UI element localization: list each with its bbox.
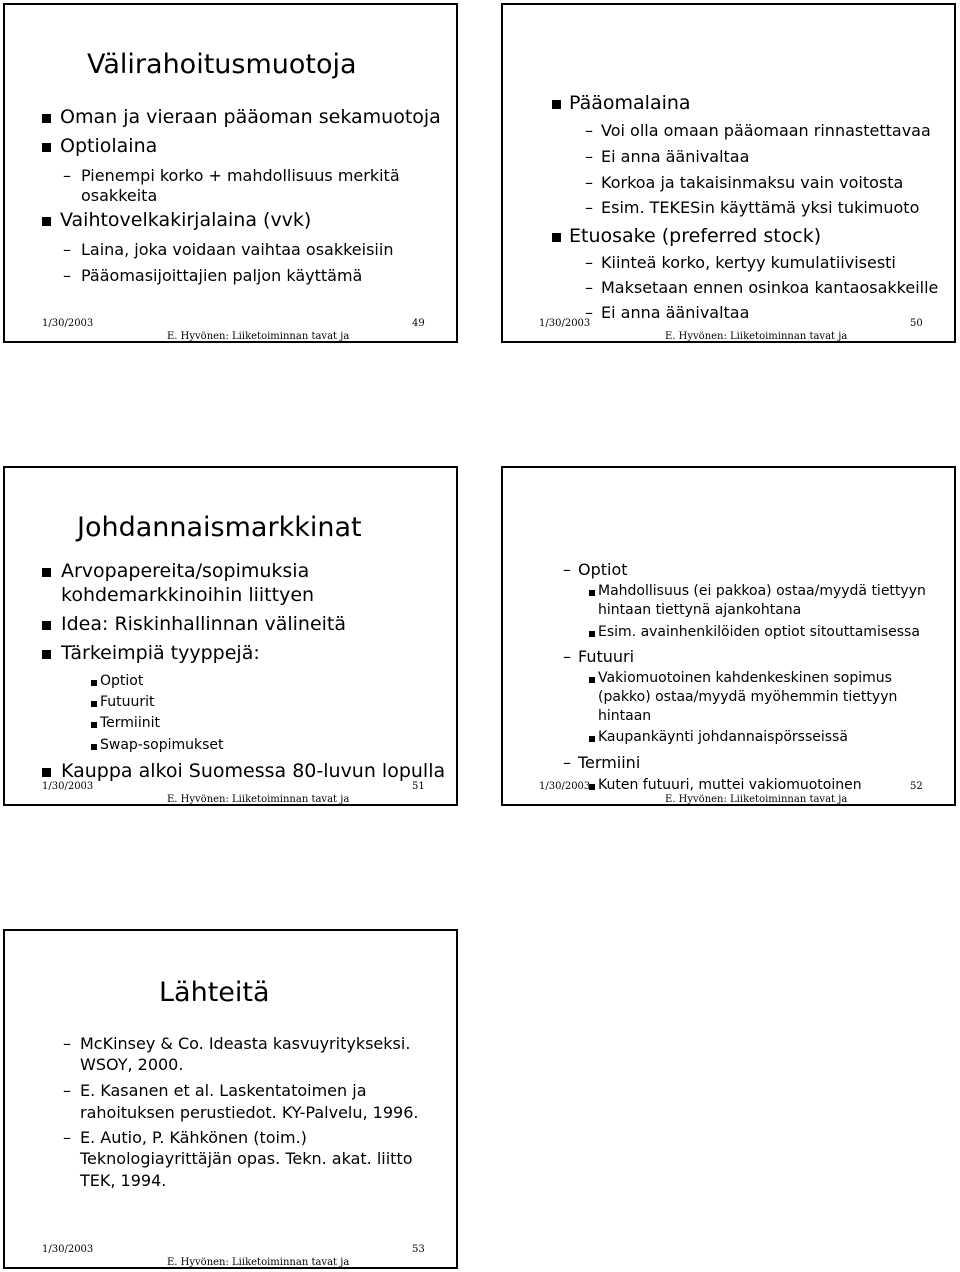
slide-53 bbox=[3, 929, 458, 1269]
slide-title: Välirahoitusmuotoja bbox=[87, 49, 357, 80]
bullet-icon bbox=[42, 143, 51, 152]
slide-line: Mahdollisuus (ei pakkoa) ostaa/myydä tiettyyn bbox=[598, 583, 926, 599]
slide-line: Ei anna äänivaltaa bbox=[601, 147, 750, 166]
bullet-icon bbox=[91, 744, 97, 750]
slide-line: Arvopapereita/sopimuksia bbox=[61, 560, 310, 582]
slide-line: Esim. TEKESin käyttämä yksi tukimuoto bbox=[601, 198, 920, 217]
slide-author: E. Hyvönen: Liiketoiminnan tavat ja bbox=[167, 331, 350, 342]
bullet-icon bbox=[42, 568, 51, 577]
slide-line: Termiini bbox=[578, 753, 641, 772]
bullet-icon bbox=[589, 590, 595, 596]
bullet-icon bbox=[42, 650, 51, 659]
slide-51 bbox=[3, 466, 458, 806]
dash-icon: – bbox=[585, 198, 593, 217]
bullet-icon bbox=[552, 100, 561, 109]
slide-line: E. Autio, P. Kähkönen (toim.) bbox=[80, 1128, 307, 1147]
bullet-icon bbox=[42, 114, 51, 123]
slide-line: Optiot bbox=[578, 560, 628, 579]
bullet-icon bbox=[91, 722, 97, 728]
slide-line: (pakko) ostaa/myydä myöhemmin tiettyyn bbox=[598, 689, 898, 705]
slide-line: hintaan tiettynä ajankohtana bbox=[598, 602, 802, 618]
slide-date: 1/30/2003 bbox=[42, 1244, 94, 1255]
slide-line: Optiolaina bbox=[60, 135, 158, 157]
slide-date: 1/30/2003 bbox=[42, 781, 94, 792]
slide-line: Kaupankäynti johdannaispörsseissä bbox=[598, 729, 848, 745]
slide-50 bbox=[501, 3, 956, 343]
slide-page-number: 50 bbox=[910, 318, 923, 329]
dash-icon: – bbox=[63, 1034, 71, 1053]
slide-line: Maksetaan ennen osinkoa kantaosakkeille bbox=[601, 278, 939, 297]
bullet-icon bbox=[91, 680, 97, 686]
bullet-icon bbox=[42, 217, 51, 226]
slide-line: Termiinit bbox=[100, 715, 160, 731]
dash-icon: – bbox=[563, 753, 571, 772]
slide-author: E. Hyvönen: Liiketoiminnan tavat ja bbox=[167, 1257, 350, 1268]
dash-icon: – bbox=[63, 1081, 71, 1100]
bullet-icon bbox=[589, 736, 595, 742]
slide-line: osakkeita bbox=[81, 186, 158, 205]
slide-line: Kuten futuuri, muttei vakiomuotoinen bbox=[598, 777, 862, 793]
dash-icon: – bbox=[585, 303, 593, 322]
slide-49 bbox=[3, 3, 458, 343]
slide-line: rahoituksen perustiedot. KY-Palvelu, 1996. bbox=[80, 1103, 419, 1122]
dash-icon: – bbox=[63, 240, 71, 259]
dash-icon: – bbox=[63, 1128, 71, 1147]
slide-line: Esim. avainhenkilöiden optiot sitouttamisessa bbox=[598, 624, 920, 640]
slide-line: Laina, joka voidaan vaihtaa osakkeisiin bbox=[81, 240, 394, 259]
slide-author: E. Hyvönen: Liiketoiminnan tavat ja bbox=[167, 794, 350, 805]
slide-line: McKinsey & Co. Ideasta kasvuyritykseksi. bbox=[80, 1034, 411, 1053]
slide-line: Ei anna äänivaltaa bbox=[601, 303, 750, 322]
slide-line: hintaan bbox=[598, 708, 652, 724]
slide-line: Etuosake (preferred stock) bbox=[569, 225, 822, 247]
slide-date: 1/30/2003 bbox=[539, 318, 591, 329]
slide-line: Kauppa alkoi Suomessa 80-luvun lopulla bbox=[61, 760, 446, 782]
dash-icon: – bbox=[63, 166, 71, 185]
bullet-icon bbox=[42, 768, 51, 777]
slide-line: Korkoa ja takaisinmaksu vain voitosta bbox=[601, 173, 904, 192]
dash-icon: – bbox=[585, 253, 593, 272]
dash-icon: – bbox=[585, 147, 593, 166]
slide-line: Optiot bbox=[100, 673, 144, 689]
slide-line: Kiinteä korko, kertyy kumulatiivisesti bbox=[601, 253, 896, 272]
slide-page-number: 53 bbox=[412, 1244, 425, 1255]
slide-line: E. Kasanen et al. Laskentatoimen ja bbox=[80, 1081, 367, 1100]
slide-page-number: 49 bbox=[412, 318, 425, 329]
slide-date: 1/30/2003 bbox=[42, 318, 94, 329]
slide-line: kohdemarkkinoihin liittyen bbox=[61, 584, 315, 606]
slide-date: 1/30/2003 bbox=[539, 781, 591, 792]
dash-icon: – bbox=[585, 278, 593, 297]
bullet-icon bbox=[589, 631, 595, 637]
dash-icon: – bbox=[585, 173, 593, 192]
slide-author: E. Hyvönen: Liiketoiminnan tavat ja bbox=[665, 794, 848, 805]
slide-page-number: 51 bbox=[412, 781, 425, 792]
slide-line: Futuuri bbox=[578, 647, 635, 666]
slide-title: Johdannaismarkkinat bbox=[77, 512, 362, 543]
slide-line: Pienempi korko + mahdollisuus merkitä bbox=[81, 166, 400, 185]
slide-line: Pääomasijoittajien paljon käyttämä bbox=[81, 266, 363, 285]
slide-page-number: 52 bbox=[910, 781, 923, 792]
slide-line: WSOY, 2000. bbox=[80, 1055, 184, 1074]
dash-icon: – bbox=[563, 560, 571, 579]
slide-line: Futuurit bbox=[100, 694, 155, 710]
slide-52 bbox=[501, 466, 956, 806]
dash-icon: – bbox=[585, 121, 593, 140]
bullet-icon bbox=[42, 621, 51, 630]
slide-line: Swap-sopimukset bbox=[100, 737, 224, 753]
slide-line: Vaihtovelkakirjalaina (vvk) bbox=[60, 209, 312, 231]
slide-line: Teknologiayrittäjän opas. Tekn. akat. liitto bbox=[80, 1149, 413, 1168]
slide-line: Vakiomuotoinen kahdenkeskinen sopimus bbox=[598, 670, 892, 686]
bullet-icon bbox=[552, 233, 561, 242]
slide-title: Lähteitä bbox=[159, 977, 270, 1008]
slide-author: E. Hyvönen: Liiketoiminnan tavat ja bbox=[665, 331, 848, 342]
bullet-icon bbox=[91, 701, 97, 707]
slide-line: Idea: Riskinhallinnan välineitä bbox=[61, 613, 347, 635]
bullet-icon bbox=[589, 677, 595, 683]
dash-icon: – bbox=[563, 647, 571, 666]
dash-icon: – bbox=[63, 266, 71, 285]
slide-line: Voi olla omaan pääomaan rinnastettavaa bbox=[601, 121, 931, 140]
slide-line: TEK, 1994. bbox=[80, 1171, 167, 1190]
slide-line: Pääomalaina bbox=[569, 92, 691, 114]
slide-line: Oman ja vieraan pääoman sekamuotoja bbox=[60, 106, 441, 128]
slide-line: Tärkeimpiä tyyppejä: bbox=[61, 642, 260, 664]
